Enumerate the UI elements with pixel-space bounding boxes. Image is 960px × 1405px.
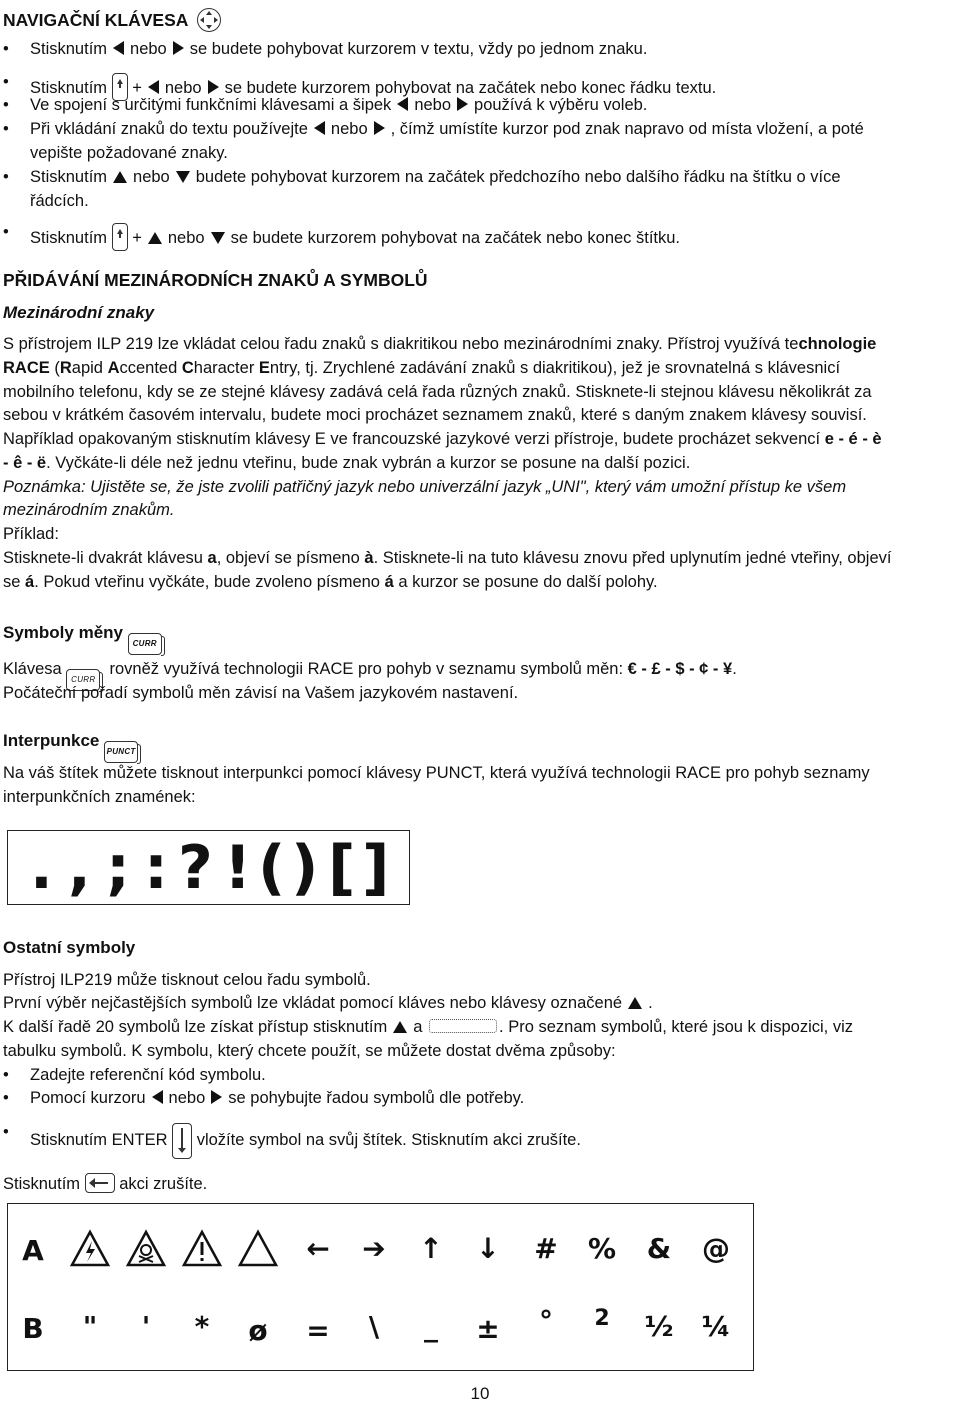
punct-char: ]: [362, 833, 390, 903]
punct-sample-label: [7, 830, 410, 905]
nav-bullet-3: • Ve spojení s určitými funkčními klávesami a šipek nebo používá k výběru voleb.: [30, 96, 647, 115]
intl-example-2: se á. Pokud vteřinu vyčkáte, bude zvoleno písmeno á a kurzor se posune do další polohy.: [3, 573, 658, 591]
punct-char: ,: [68, 833, 91, 903]
currency-line-2: Počáteční pořadí symbolů měn závisí na Vašem jazykovém nastavení.: [3, 684, 519, 702]
right-arrow-icon: [211, 1090, 222, 1104]
nav-bullet-5-cont: řádcích.: [30, 192, 89, 210]
other-line-2: První výběr nejčastějších symbolů lze vkládat pomocí kláves nebo klávesy označené .: [3, 994, 653, 1012]
up-arrow-icon: [393, 1021, 407, 1033]
punct-key-icon: PUNCT: [104, 741, 138, 763]
symbol-cell: ↑: [419, 1232, 443, 1265]
other-bullet-3: • Stisknutím ENTER vložíte symbol na svůj štítek. Stisknutím akci zrušíte.: [30, 1123, 581, 1159]
other-line-4: tabulku symbolů. K symbolu, který chcete použít, se můžete dostat dvěma způsoby:: [3, 1042, 616, 1060]
punct-char: [: [328, 833, 356, 903]
up-arrow-icon: [628, 997, 642, 1009]
left-arrow-icon: [148, 80, 159, 94]
other-line-1: Přístroj ILP219 může tisknout celou řadu symbolů.: [3, 971, 371, 989]
intl-line-3: mobilního telefonu, kdy se ze stejné klávesy zadává celá řada různých znaků. Stisknete-li stejnou klávesu několikrát za: [3, 383, 872, 401]
nav-bullet-2: • Stisknutím + nebo se budete kurzorem pohybovat na začátek nebo konec řádku textu.: [30, 73, 716, 101]
intl-example-1: Stisknete-li dvakrát klávesu a, objeví se písmeno à. Stisknete-li na tuto klávesu znovu před uplynutím jedné vteřiny, objeví: [3, 549, 892, 567]
symbol-cell: °: [539, 1304, 553, 1337]
intl-section-title: PŘIDÁVÁNÍ MEZINÁRODNÍCH ZNAKŮ A SYMBOLŮ: [3, 270, 428, 290]
poison-warning-icon: [126, 1229, 166, 1269]
symbol-cell: *: [194, 1310, 210, 1343]
other-last-line: Stisknutím akci zrušíte.: [3, 1175, 208, 1193]
nav-section-title: NAVIGAČNÍ KLÁVESA: [3, 8, 221, 32]
symbol-cell: ø: [248, 1314, 268, 1347]
symbol-cell: 2: [594, 1306, 610, 1331]
symbol-cell: ½: [644, 1310, 674, 1343]
intl-example-label: Příklad:: [3, 525, 59, 543]
intl-line-2: RACE (Rapid Accented Character Entry, tj. Zrychlené zadávání znaků s diakritikou), jež je srovnatelná s klávesnicí: [3, 359, 841, 377]
right-arrow-icon: [457, 97, 468, 111]
symbol-cell: ": [82, 1310, 98, 1343]
up-arrow-icon: [148, 232, 162, 244]
down-arrow-icon: [211, 232, 225, 244]
symbol-cell: @: [702, 1232, 730, 1265]
punct-char: .: [30, 833, 53, 903]
punct-char: ;: [106, 833, 130, 903]
punct-line-2: interpunkčních znamének:: [3, 788, 196, 806]
symbol-cell: %: [587, 1232, 617, 1265]
punct-char: !: [224, 833, 252, 903]
symbol-cell: #: [534, 1232, 558, 1265]
symbol-cell: =: [306, 1314, 330, 1347]
symbol-row-label: B: [22, 1312, 44, 1345]
symbol-row-label: A: [22, 1234, 44, 1267]
currency-line-1: Klávesa CURR rovněž využívá technologii RACE pro pohyb v seznamu symbolů měn: € - £ - $ - ¢ - ¥.: [3, 660, 737, 691]
left-arrow-icon: [113, 41, 124, 55]
nav-bullet-4-cont: vepište požadované znaky.: [30, 144, 228, 162]
punct-char: ): [291, 833, 319, 903]
left-arrow-icon: [314, 121, 325, 135]
other-title: Ostatní symboly: [3, 938, 136, 957]
electric-warning-icon: [70, 1229, 110, 1269]
punct-char: :: [144, 833, 168, 903]
enter-key-icon: [172, 1123, 192, 1159]
page-number: 10: [470, 1384, 490, 1403]
other-bullet-1: • Zadejte referenční kód symbolu.: [30, 1066, 266, 1085]
symbol-cell: \: [368, 1310, 380, 1343]
up-arrow-icon: [113, 171, 127, 183]
intl-note-1: Poznámka: Ujistěte se, že jste zvolili patřičný jazyk nebo univerzální jazyk „UNI", který vám umožní přístup ke všem: [3, 478, 847, 496]
symbol-table: [7, 1203, 754, 1371]
punct-title: Interpunkce PUNCT: [3, 731, 138, 763]
punct-char: ?: [178, 833, 213, 903]
punct-char: (: [258, 833, 286, 903]
symbol-cell: _: [424, 1310, 438, 1343]
nav-bullet-6: • Stisknutím + nebo se budete kurzorem pohybovat na začátek nebo konec štítku.: [30, 223, 680, 251]
down-arrow-icon: [176, 171, 190, 183]
intl-line-6: - ê - ë. Vyčkáte-li déle než jednu vteřinu, bude znak vybrán a kurzor se posune na další pozici.: [3, 454, 691, 472]
curr-key-icon: CURR: [66, 669, 100, 691]
nav-bullet-5: • Stisknutím nebo budete pohybovat kurzorem na začátek předchozího nebo dalšího řádku na štítku o více: [30, 168, 841, 187]
intl-line-1: S přístrojem ILP 219 lze vkládat celou řadu znaků s diakritikou nebo mezinárodními znaky. Přístroj využívá technologie: [3, 335, 877, 353]
symbol-cell: ': [141, 1310, 151, 1343]
symbol-cell: ±: [476, 1312, 500, 1345]
symbol-cell: &: [646, 1232, 672, 1265]
right-arrow-icon: [374, 121, 385, 135]
symbol-key-icon: [429, 1019, 497, 1033]
intl-line-5: Například opakovaným stisknutím klávesy E ve francouzské jazykové verzi přístroje, budete procházet sekvencí e - é - è: [3, 430, 882, 448]
symbol-cell: ↓: [476, 1232, 500, 1265]
other-line-3: K další řadě 20 symbolů lze získat přístup stisknutím a . Pro seznam symbolů, které jsou k dispozici, viz: [3, 1018, 853, 1036]
left-arrow-icon: [152, 1090, 163, 1104]
currency-title: Symboly měny CURR: [3, 623, 162, 655]
other-bullet-2: • Pomocí kurzoru nebo se pohybujte řadou symbolů dle potřeby.: [30, 1089, 524, 1108]
intl-note-2: mezinárodním znakům.: [3, 501, 175, 519]
punct-line-1: Na váš štítek můžete tisknout interpunkci pomocí klávesy PUNCT, která využívá technologii RACE pro pohyb seznamy: [3, 764, 870, 782]
curr-key-icon: CURR: [128, 633, 162, 655]
symbol-cell: ➔: [362, 1232, 386, 1265]
right-arrow-icon: [208, 80, 219, 94]
right-arrow-icon: [173, 41, 184, 55]
back-key-icon: [85, 1173, 115, 1193]
symbol-cell: ¼: [701, 1310, 731, 1343]
intl-subtitle: Mezinárodní znaky: [3, 303, 155, 322]
nav-bullet-4: • Při vkládání znaků do textu používejte nebo , čímž umístíte kurzor pod znak napravo od místa vložení, a poté: [30, 120, 864, 139]
shift-key-icon: [112, 223, 128, 251]
caution-warning-icon: [182, 1229, 222, 1269]
empty-warning-icon: [238, 1229, 278, 1269]
left-arrow-icon: [397, 97, 408, 111]
navigation-key-icon: [197, 8, 221, 32]
intl-line-4: sebou v krátkém časovém intervalu, budete moci procházet seznamem znaků, které s daným znakem klávesy souvisí.: [3, 406, 867, 424]
symbol-cell: ←: [306, 1232, 330, 1265]
nav-bullet-1: • Stisknutím nebo se budete pohybovat kurzorem v textu, vždy po jednom znaku.: [30, 40, 647, 59]
